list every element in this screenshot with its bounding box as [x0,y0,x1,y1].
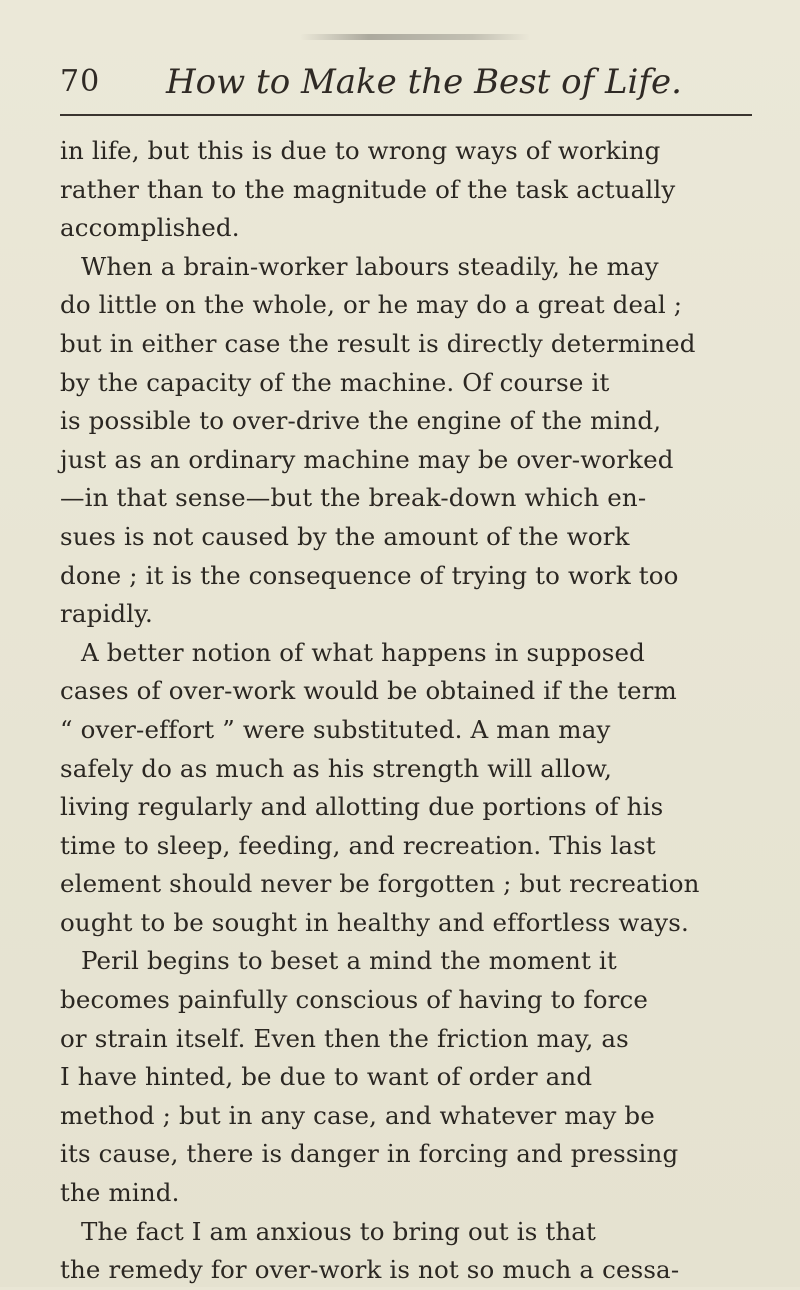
text-line: method ; but in any case, and whatever may be [60,1100,655,1130]
text-line: accomplished. [60,213,240,243]
text-line: the remedy for over-work is not so much a cessa- [60,1255,680,1285]
text-line: in life, but this is due to wrong ways of working [60,136,661,165]
book-title: How to Make the Best of Life. [166,62,682,102]
text-line: its cause, there is danger in forcing and pressing [60,1139,679,1169]
text-line: rather than to the magnitude of the task actually [60,174,676,204]
text-line: the mind. [60,1178,180,1208]
paragraph-start-line: A better notion of what happens in supposed [81,637,645,667]
paragraph-start-line: The fact I am anxious to bring out is that [81,1216,597,1246]
text-line: safely do as much as his strength will allow, [60,753,613,783]
paragraph-start-line: When a brain-worker labours steadily, he may [81,251,659,281]
text-line: but in either case the result is directly determined [60,328,696,358]
page-number: 70 [60,64,101,99]
text-line: sues is not caused by the amount of the work [60,521,630,551]
text-line: or strain itself. Even then the friction may, as [60,1023,629,1053]
text-line: done ; it is the consequence of trying to work too [60,560,679,590]
scan-smudge [300,34,530,40]
text-line: rapidly. [60,599,153,629]
text-line: becomes painfully conscious of having to force [60,985,649,1015]
header-rule [60,114,752,116]
text-line: cases of over-work would be obtained if the term [60,676,677,706]
text-line: —in that sense—but the break-down which en- [60,483,647,513]
text-line: I have hinted, be due to want of order and [60,1062,593,1092]
body-text [60,132,750,1290]
text-line: just as an ordinary machine may be over-worked [60,444,674,474]
text-line: is possible to over-drive the engine of the mind, [60,406,662,436]
text-line: ought to be sought in healthy and effortless ways. [60,907,689,937]
text-line: “ over-effort ” were substituted. A man may [60,714,611,744]
text-line: do little on the whole, or he may do a great deal ; [60,290,683,320]
text-line: time to sleep, feeding, and recreation. This last [60,830,656,860]
text-line: element should never be forgotten ; but recreation [60,869,700,899]
running-head [60,62,750,106]
text-line: living regularly and allotting due portions of his [60,792,664,822]
text-line: by the capacity of the machine. Of course it [60,367,610,397]
paragraph-start-line: Peril begins to beset a mind the moment it [81,946,617,976]
